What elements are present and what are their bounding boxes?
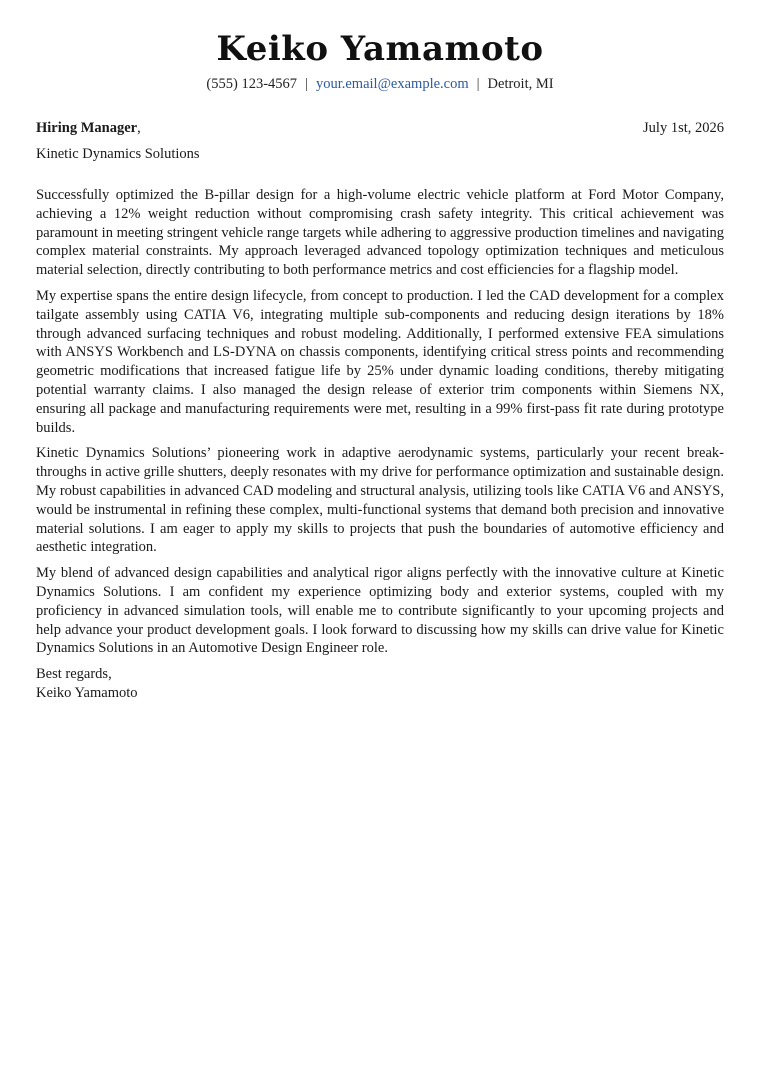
signature-name: Keiko Yamamoto — [36, 684, 138, 701]
recipient-title — [36, 118, 141, 138]
hiring-manager-label: Hiring Manager — [36, 120, 138, 136]
body-paragraph-2: My expertise spans the entire design lifecycle, from concept to production. I led the CAD development for a complex tailgate assembly using CATIA V6, integrating multiple sub-components and reducing design iterations by 18% through advanced surfacing techniques and robust modeling. Additionally, I performed extensive FEA simulations with ANSYS Workbench and LS-DYNA on chassis components, identifying critical stress points and recommending geometric modifications that increased fatigue life by 25% under dynamic loading conditions, thereby mitigating potential warranty claims. I also managed the design release of exterior trim components within Siemens NX, ensuring all package and manufacturing requirements were met, resulting in a 99% first-pass fit rate during prototype builds. — [36, 287, 724, 436]
letter-body — [36, 186, 724, 658]
contact-line — [36, 74, 724, 94]
location: Detroit, MI — [487, 76, 554, 92]
closing-block — [36, 665, 724, 703]
recipient-title-suffix: , — [137, 120, 141, 136]
email-link[interactable]: your.email@example.com — [315, 76, 469, 92]
closing-salutation: Best regards, — [36, 666, 112, 683]
body-paragraph-1: Successfully optimized the B-pillar design for a high-volume electric vehicle platform at Ford Motor Company, achieving a 12% weight reduction without compromising crash safety integrity. This critical achievement was paramount in meeting stringent vehicle range targets while adhering to aggressive production timelines and navigating complex material constraints. My approach leveraged advanced topology optimization techniques and meticulous material selection, directly contributing to both performance metrics and cost efficiencies for a flagship model. — [36, 187, 724, 279]
phone-number: (555) 123-4567 — [206, 76, 298, 92]
contact-separator: | — [476, 76, 480, 92]
contact-separator: | — [305, 76, 308, 92]
body-paragraph-4: My blend of advanced design capabilities and analytical rigor aligns perfectly with the innovative culture at Kinetic Dynamics Solutions. I am confident my experience optimizing body and exterior systems, coupled with my proficiency in advanced simulation tools, will enable me to contribute significantly to your upcoming projects and help advance your product development goals. I look forward to discussing how my skills can drive value for Kinetic Dynamics Solutions in an Automotive Design Engineer role. — [36, 565, 724, 657]
body-paragraph-3: Kinetic Dynamics Solutions’ pioneering work in adaptive aerodynamic systems, particularly your recent breakthroughs in active grille shutters, deeply resonates with my drive for performance optimization and sustainable design. My robust capabilities in advanced CAD modeling and structural analysis, utilizing tools like CATIA V6 and ANSYS, would be instrumental in refining these complex, multi-functional systems that demand both precision and innovative material solutions. I am eager to apply my skills to projects that push the boundaries of automotive efficiency and aesthetic integration. — [36, 445, 724, 556]
recipient-row — [36, 118, 724, 138]
recipient-company: Kinetic Dynamics Solutions — [36, 146, 200, 162]
applicant-name: Keiko Yamamoto — [216, 29, 544, 69]
letter-date: July 1st, 2026 — [643, 120, 724, 136]
